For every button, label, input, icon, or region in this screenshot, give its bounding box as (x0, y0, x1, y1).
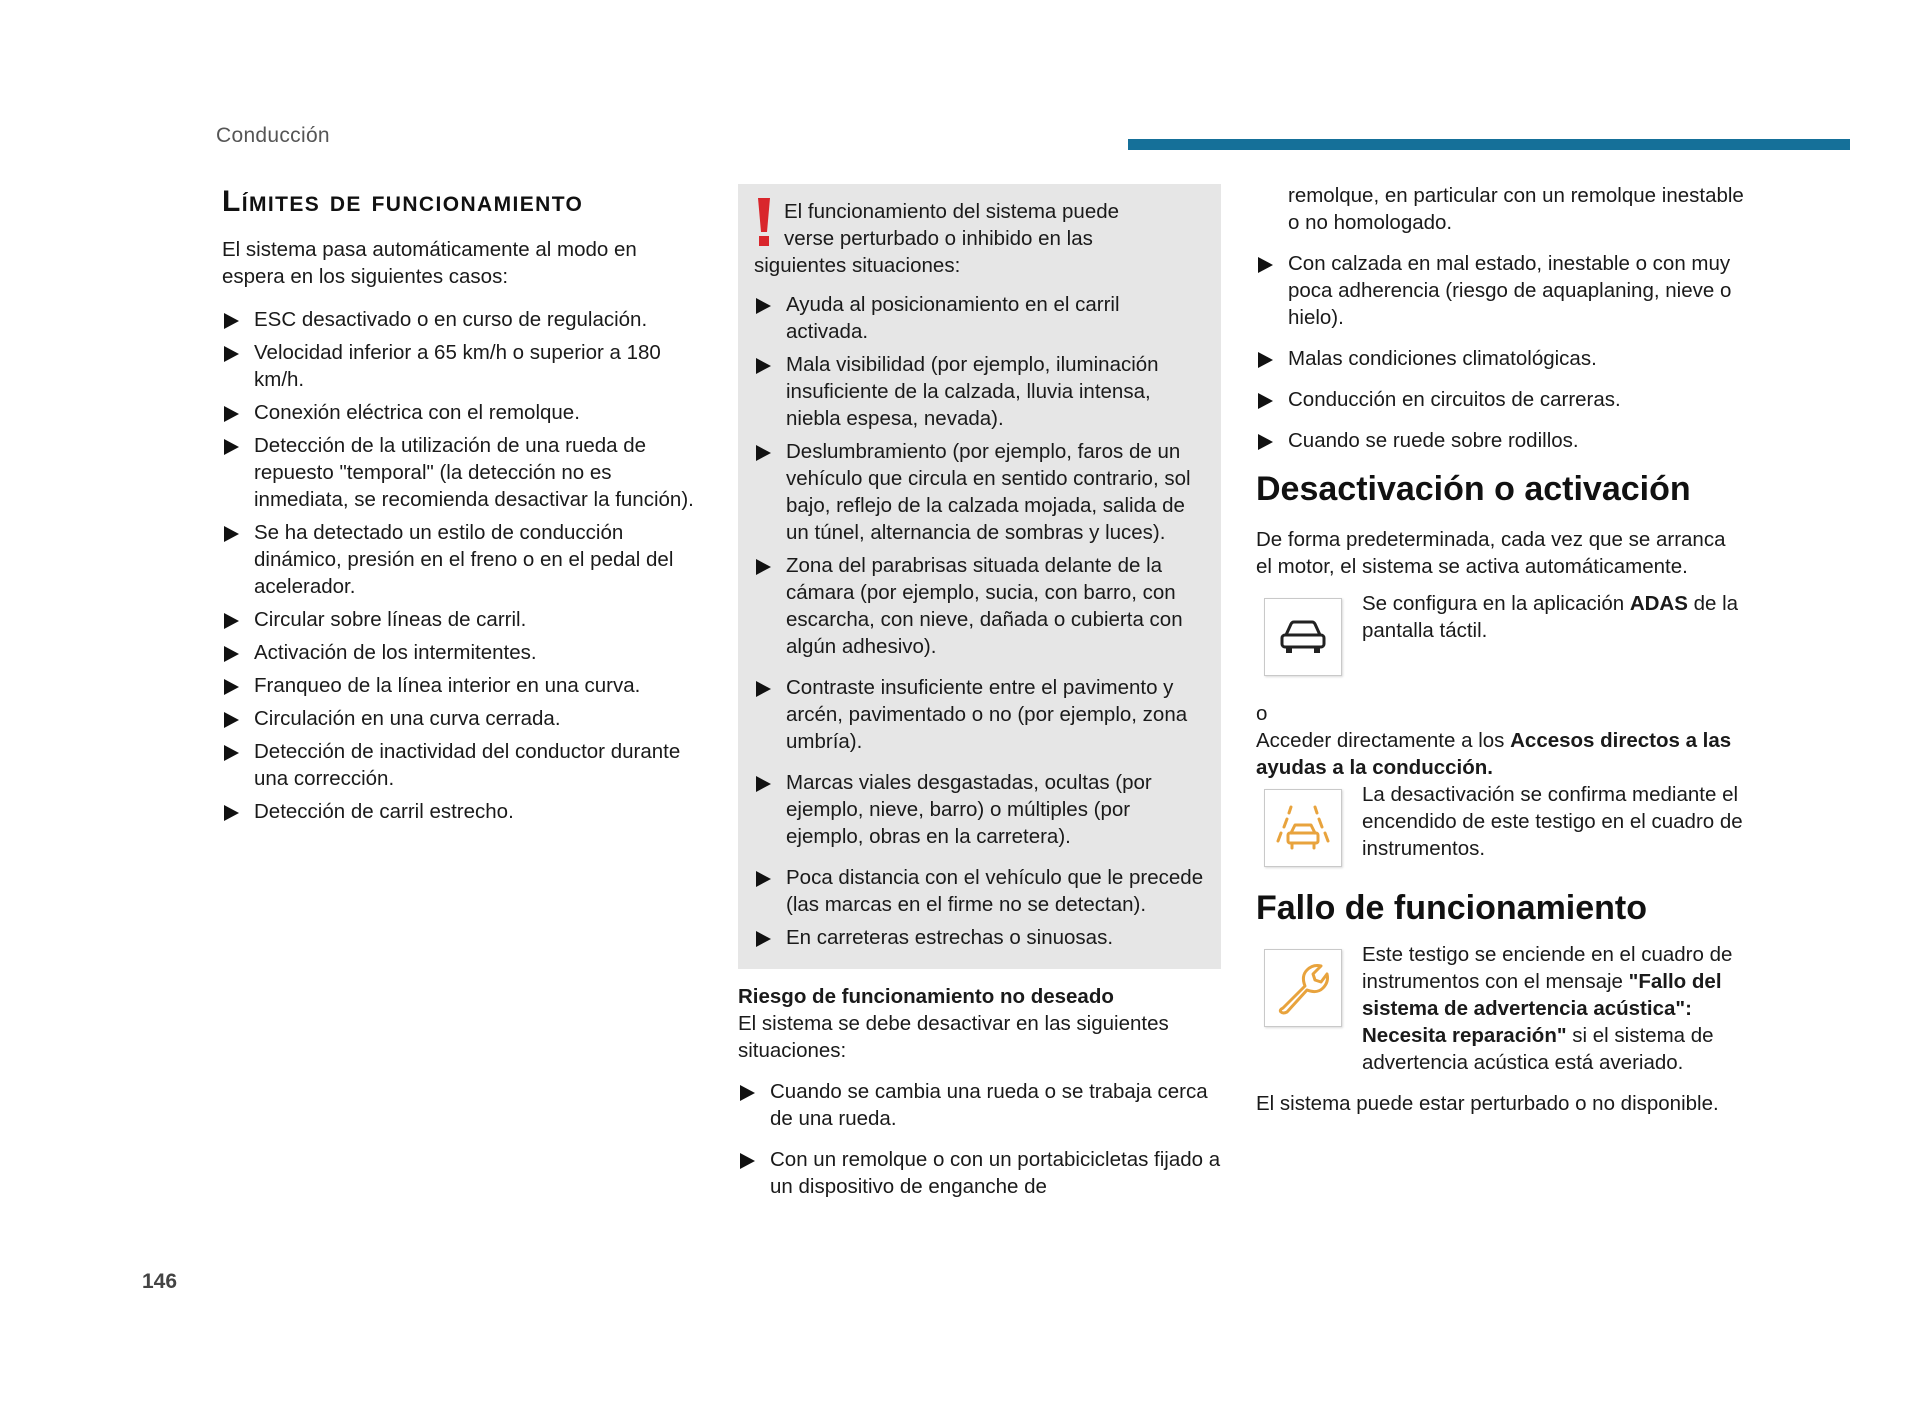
column-limits (222, 182, 702, 831)
list-item: Detección de inactividad del conductor durante una corrección. (222, 738, 702, 792)
malfunction-text: Este testigo se enciende en el cuadro de instrumentos con el mensaje "Fallo del sistema de advertencia acústica": Necesita reparación" si el sistema de advertencia acústica está averiado. (1362, 943, 1733, 1074)
limits-list (222, 306, 702, 825)
limits-title: Límites de funcionamiento (222, 185, 584, 218)
bullet-arrow-icon (224, 406, 239, 422)
bullet-arrow-icon (756, 776, 771, 792)
bullet-arrow-icon (740, 1085, 755, 1101)
list-item: Deslumbramiento (por ejemplo, faros de un vehículo que circula en sentido contrario, sol bajo, reflejo de la calzada mojada, salida de un túnel, alternancia de sombras y luces). (754, 438, 1205, 546)
warning-box (738, 184, 1221, 969)
continuation-text: remolque, en particular con un remolque inestable o no homologado. (1288, 184, 1744, 234)
bullet-arrow-icon (756, 559, 771, 575)
car-icon (1264, 598, 1342, 676)
malfunction-footer: El sistema puede estar perturbado o no disponible. (1256, 1092, 1719, 1115)
list-item: Con un remolque o con un portabicicletas fijado a un dispositivo de enganche de (738, 1146, 1221, 1200)
lane-assist-warning-icon (1264, 789, 1342, 867)
bullet-arrow-icon (224, 439, 239, 455)
list-item: Cuando se cambia una rueda o se trabaja cerca de una rueda. (738, 1078, 1221, 1132)
exclamation-icon (754, 198, 774, 246)
bullet-arrow-icon (1258, 393, 1273, 409)
wrench-icon (1264, 949, 1342, 1027)
risk-title: Riesgo de funcionamiento no deseado (738, 985, 1114, 1008)
list-item: Zona del parabrisas situada delante de la cámara (por ejemplo, sucia, con barro, con escarcha, con nieve, dañada o cubierta con algún adhesivo). (754, 552, 1205, 660)
bullet-arrow-icon (224, 679, 239, 695)
bullet-arrow-icon (224, 613, 239, 629)
list-item: Poca distancia con el vehículo que le precede (las marcas en el firme no se detectan). (754, 864, 1205, 918)
list-item: Se ha detectado un estilo de conducción dinámico, presión en el freno o en el pedal del acelerador. (222, 519, 702, 600)
confirm-row (1256, 781, 1746, 867)
deactivation-intro: De forma predeterminada, cada vez que se arranca el motor, el sistema se activa automáticamente. (1256, 528, 1726, 578)
list-item: Conducción en circuitos de carreras. (1256, 386, 1746, 413)
bullet-arrow-icon (740, 1153, 755, 1169)
list-item: Detección de carril estrecho. (222, 798, 702, 825)
adas-config-row (1256, 590, 1746, 676)
adas-config-text: Se configura en la aplicación ADAS de la pantalla táctil. (1362, 592, 1739, 642)
header-accent-bar (1128, 139, 1850, 150)
list-item: Velocidad inferior a 65 km/h o superior a 180 km/h. (222, 339, 702, 393)
list-item: Circular sobre líneas de carril. (222, 606, 702, 633)
bullet-arrow-icon (224, 526, 239, 542)
limits-intro: El sistema pasa automáticamente al modo en espera en los siguientes casos: (222, 238, 637, 288)
malfunction-row (1256, 941, 1746, 1076)
list-item: Con calzada en mal estado, inestable o con muy poca adherencia (riesgo de aquaplaning, nieve o hielo). (1256, 250, 1746, 331)
bullet-arrow-icon (756, 445, 771, 461)
list-item: Cuando se ruede sobre rodillos. (1256, 427, 1746, 454)
bullet-arrow-icon (756, 358, 771, 374)
bullet-arrow-icon (224, 313, 239, 329)
warning-list (754, 291, 1205, 951)
confirm-text: La desactivación se confirma mediante el encendido de este testigo en el cuadro de instrumentos. (1362, 783, 1743, 860)
list-item: Malas condiciones climatológicas. (1256, 345, 1746, 372)
bullet-arrow-icon (224, 745, 239, 761)
list-item: Conexión eléctrica con el remolque. (222, 399, 702, 426)
bullet-arrow-icon (756, 298, 771, 314)
list-item: Activación de los intermitentes. (222, 639, 702, 666)
bullet-arrow-icon (224, 346, 239, 362)
list-item: Contraste insuficiente entre el pavimento y arcén, pavimentado o no (por ejemplo, zona umbría). (754, 674, 1205, 755)
list-item: En carreteras estrechas o sinuosas. (754, 924, 1205, 951)
bullet-arrow-icon (224, 712, 239, 728)
risk-list (738, 1078, 1221, 1200)
risk-intro: El sistema se debe desactivar en las siguientes situaciones: (738, 1012, 1169, 1062)
conditions-list (1256, 250, 1746, 454)
bullet-arrow-icon (756, 681, 771, 697)
list-item: Marcas viales desgastadas, ocultas (por ejemplo, nieve, barro) o múltiples (por ejemplo, obras en la carretera). (754, 769, 1205, 850)
page-number: 146 (142, 1270, 178, 1293)
bullet-arrow-icon (1258, 257, 1273, 273)
list-item: Detección de la utilización de una rueda de repuesto "temporal" (la detección no es inmediata, se recomienda desactivar la función). (222, 432, 702, 513)
list-item: Circulación en una curva cerrada. (222, 705, 702, 732)
list-item: Franqueo de la línea interior en una curva. (222, 672, 702, 699)
bullet-arrow-icon (756, 931, 771, 947)
section-label: Conducción (216, 124, 330, 147)
shortcut-text: Acceder directamente a los Accesos directos a las ayudas a la conducción. (1256, 729, 1732, 779)
bullet-arrow-icon (756, 871, 771, 887)
warning-intro: El funcionamiento del sistema puede verse perturbado o inhibido en las siguientes situaciones: (754, 200, 1120, 277)
or-text: o (1256, 702, 1268, 725)
malfunction-title: Fallo de funcionamiento (1256, 889, 1648, 927)
column-warnings (738, 184, 1221, 1206)
bullet-arrow-icon (1258, 434, 1273, 450)
column-activation (1256, 182, 1746, 1117)
list-item: ESC desactivado o en curso de regulación. (222, 306, 702, 333)
bullet-arrow-icon (224, 805, 239, 821)
list-item: Mala visibilidad (por ejemplo, iluminación insuficiente de la calzada, lluvia intensa, niebla espesa, nevada). (754, 351, 1205, 432)
bullet-arrow-icon (1258, 352, 1273, 368)
bullet-arrow-icon (224, 646, 239, 662)
deactivation-title: Desactivación o activación (1256, 470, 1691, 508)
list-item: Ayuda al posicionamiento en el carril activada. (754, 291, 1205, 345)
